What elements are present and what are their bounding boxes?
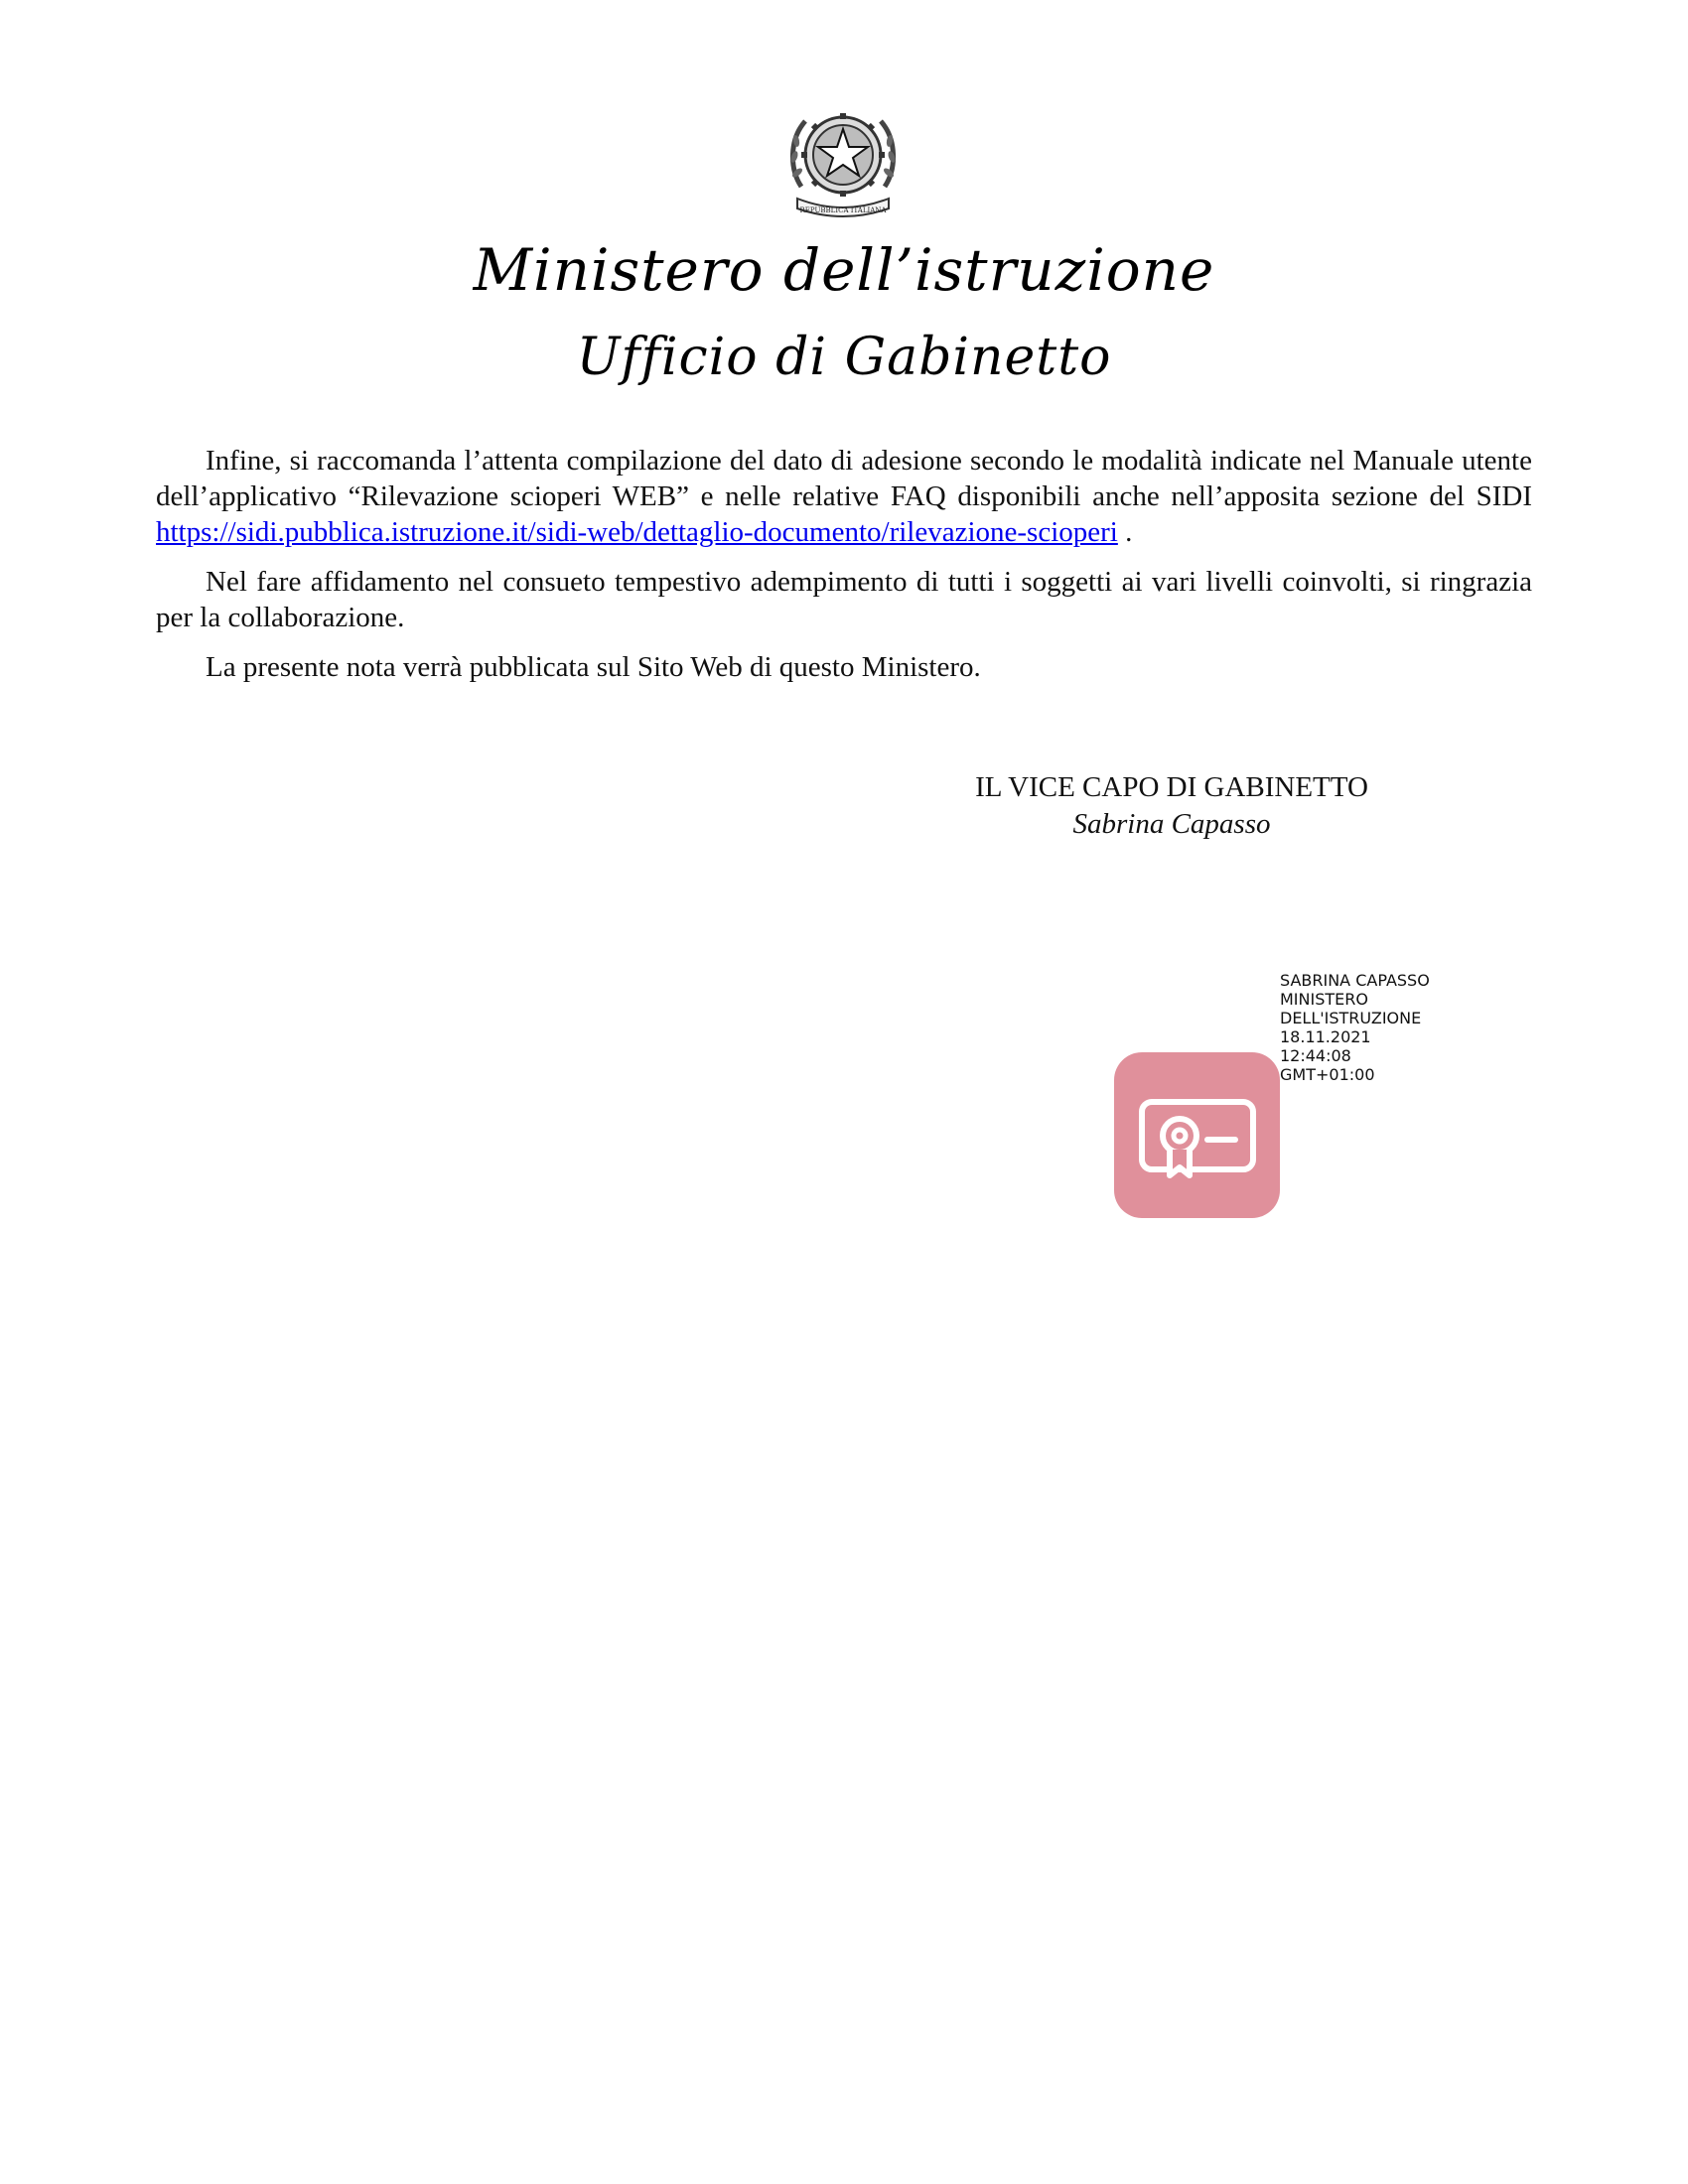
digital-signature-badge — [1114, 1052, 1280, 1218]
emblem-ribbon-text: REPUBBLICA ITALIANA — [799, 206, 887, 214]
signature-detail-line: GMT+01:00 — [1280, 1065, 1375, 1084]
ministry-title: Ministero dell’istruzione — [473, 236, 1215, 304]
signature-detail-line: SABRINA CAPASSO — [1280, 971, 1430, 990]
signature-detail-line: MINISTERO — [1280, 990, 1368, 1009]
signatory-name: Sabrina Capasso — [1072, 808, 1271, 840]
signatory-role: IL VICE CAPO DI GABINETTO — [975, 771, 1368, 803]
paragraph-publication: La presente nota verrà pubblicata sul Sito Web di questo Ministero. — [206, 651, 981, 683]
repubblica-italiana-emblem-icon — [787, 99, 899, 220]
sidi-link[interactable]: https://sidi.pubblica.istruzione.it/sidi-web/dettaglio-documento/rilevazione-scioperi — [156, 516, 1118, 548]
certificate-icon — [1114, 1052, 1280, 1218]
paragraph-instructions — [156, 443, 1532, 550]
paragraph-instructions-text: Infine, si raccomanda l’attenta compilazione del dato di adesione secondo le modalità indicate nel Manuale utente dell’applicativo “Rilevazione scioperi WEB” e nelle relative FAQ disponibili anche nell’apposita sezione del SIDI — [156, 445, 1532, 512]
signature-detail-line: 18.11.2021 — [1280, 1027, 1371, 1046]
letter-body — [156, 443, 1532, 699]
paragraph-instructions-end: . — [1117, 516, 1133, 548]
paragraph-thanks: Nel fare affidamento nel consueto tempestivo adempimento di tutti i soggetti ai vari livelli coinvolti, si ringrazia per la collaborazione. — [156, 566, 1532, 633]
office-title: Ufficio di Gabinetto — [576, 328, 1112, 387]
digital-signature-details — [1280, 971, 1430, 1084]
signature-detail-line: DELL'ISTRUZIONE — [1280, 1009, 1422, 1027]
signature-detail-line: 12:44:08 — [1280, 1046, 1351, 1065]
